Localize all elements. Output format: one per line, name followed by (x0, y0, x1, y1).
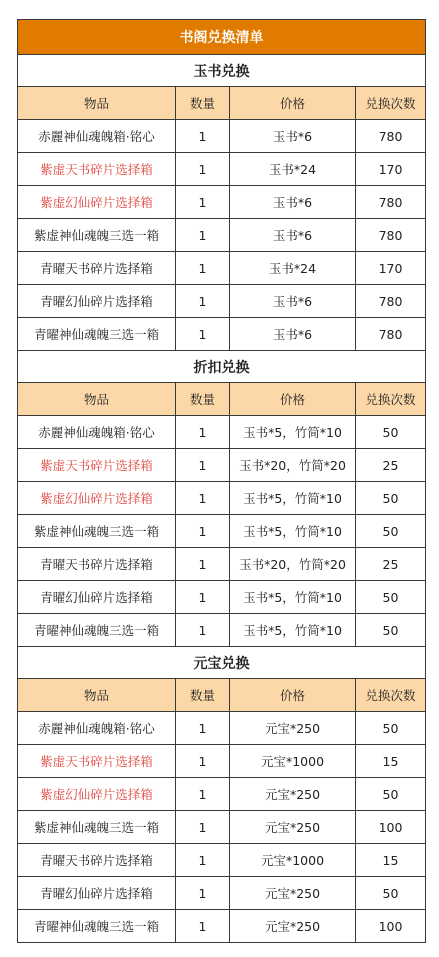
item-name-cell: 紫虚幻仙碎片选择箱 (18, 482, 176, 515)
quantity-cell: 1 (176, 745, 230, 778)
exchange-times-cell: 170 (356, 252, 426, 285)
exchange-times-cell: 170 (356, 153, 426, 186)
table-row (18, 581, 426, 614)
table-row (18, 712, 426, 745)
section-title-row (18, 351, 426, 383)
quantity-cell: 1 (176, 153, 230, 186)
column-header-row (18, 87, 426, 120)
item-name-cell: 紫虚神仙魂魄三选一箱 (18, 515, 176, 548)
price-cell: 玉书*5，竹简*10 (230, 515, 356, 548)
price-cell: 玉书*6 (230, 186, 356, 219)
exchange-times-cell: 780 (356, 186, 426, 219)
quantity-cell: 1 (176, 416, 230, 449)
exchange-times-cell: 15 (356, 745, 426, 778)
item-name-cell: 赤麗神仙魂魄箱·铭心 (18, 712, 176, 745)
quantity-cell: 1 (176, 877, 230, 910)
quantity-cell: 1 (176, 811, 230, 844)
price-cell: 元宝*250 (230, 778, 356, 811)
exchange-times-cell: 50 (356, 581, 426, 614)
table-row (18, 219, 426, 252)
price-cell: 元宝*250 (230, 910, 356, 943)
table-row (18, 153, 426, 186)
quantity-cell: 1 (176, 614, 230, 647)
price-cell: 元宝*1000 (230, 745, 356, 778)
price-cell: 玉书*20，竹简*20 (230, 548, 356, 581)
price-cell: 玉书*20，竹简*20 (230, 449, 356, 482)
exchange-table (17, 19, 426, 943)
section-title: 玉书兑换 (18, 55, 426, 87)
item-name-cell: 青曜天书碎片选择箱 (18, 548, 176, 581)
exchange-times-cell: 50 (356, 877, 426, 910)
exchange-times-cell: 25 (356, 548, 426, 581)
section-title-row (18, 55, 426, 87)
section-title-row (18, 647, 426, 679)
item-name-cell: 青曜幻仙碎片选择箱 (18, 285, 176, 318)
item-name-cell: 青曜天书碎片选择箱 (18, 252, 176, 285)
table-row (18, 778, 426, 811)
price-cell: 玉书*24 (230, 153, 356, 186)
exchange-times-cell: 25 (356, 449, 426, 482)
item-name-cell: 青曜神仙魂魄三选一箱 (18, 614, 176, 647)
quantity-cell: 1 (176, 712, 230, 745)
item-name-cell: 紫虚幻仙碎片选择箱 (18, 186, 176, 219)
exchange-times-cell: 50 (356, 515, 426, 548)
price-cell: 元宝*250 (230, 877, 356, 910)
header-price: 价格 (230, 679, 356, 712)
table-row (18, 186, 426, 219)
price-cell: 玉书*6 (230, 219, 356, 252)
section-title: 元宝兑换 (18, 647, 426, 679)
item-name-cell: 青曜神仙魂魄三选一箱 (18, 910, 176, 943)
header-exchange-times: 兑换次数 (356, 87, 426, 120)
header-item: 物品 (18, 383, 176, 416)
quantity-cell: 1 (176, 219, 230, 252)
price-cell: 玉书*5，竹简*10 (230, 614, 356, 647)
item-name-cell: 紫虚天书碎片选择箱 (18, 745, 176, 778)
exchange-table-body (18, 20, 426, 943)
table-row (18, 318, 426, 351)
table-row (18, 120, 426, 153)
header-item: 物品 (18, 679, 176, 712)
price-cell: 玉书*6 (230, 285, 356, 318)
exchange-times-cell: 50 (356, 778, 426, 811)
quantity-cell: 1 (176, 318, 230, 351)
quantity-cell: 1 (176, 186, 230, 219)
price-cell: 玉书*5，竹简*10 (230, 416, 356, 449)
header-exchange-times: 兑换次数 (356, 383, 426, 416)
quantity-cell: 1 (176, 120, 230, 153)
exchange-times-cell: 780 (356, 120, 426, 153)
exchange-list-sheet (17, 19, 425, 943)
exchange-times-cell: 780 (356, 285, 426, 318)
table-row (18, 614, 426, 647)
item-name-cell: 紫虚神仙魂魄三选一箱 (18, 219, 176, 252)
item-name-cell: 紫虚幻仙碎片选择箱 (18, 778, 176, 811)
item-name-cell: 紫虚天书碎片选择箱 (18, 449, 176, 482)
exchange-times-cell: 780 (356, 318, 426, 351)
price-cell: 元宝*250 (230, 811, 356, 844)
header-item: 物品 (18, 87, 176, 120)
table-row (18, 844, 426, 877)
header-quantity: 数量 (176, 383, 230, 416)
item-name-cell: 紫虚天书碎片选择箱 (18, 153, 176, 186)
item-name-cell: 紫虚神仙魂魄三选一箱 (18, 811, 176, 844)
column-header-row (18, 679, 426, 712)
table-row (18, 515, 426, 548)
price-cell: 玉书*24 (230, 252, 356, 285)
exchange-times-cell: 100 (356, 910, 426, 943)
quantity-cell: 1 (176, 581, 230, 614)
item-name-cell: 赤麗神仙魂魄箱·铭心 (18, 416, 176, 449)
price-cell: 玉书*6 (230, 120, 356, 153)
table-row (18, 252, 426, 285)
item-name-cell: 青曜幻仙碎片选择箱 (18, 877, 176, 910)
title-banner (18, 20, 426, 55)
page-title: 书阁兑换清单 (18, 20, 426, 55)
header-quantity: 数量 (176, 679, 230, 712)
price-cell: 玉书*6 (230, 318, 356, 351)
table-row (18, 482, 426, 515)
quantity-cell: 1 (176, 285, 230, 318)
quantity-cell: 1 (176, 515, 230, 548)
quantity-cell: 1 (176, 778, 230, 811)
exchange-times-cell: 15 (356, 844, 426, 877)
exchange-times-cell: 780 (356, 219, 426, 252)
quantity-cell: 1 (176, 252, 230, 285)
quantity-cell: 1 (176, 910, 230, 943)
exchange-times-cell: 50 (356, 482, 426, 515)
quantity-cell: 1 (176, 482, 230, 515)
table-row (18, 416, 426, 449)
header-price: 价格 (230, 383, 356, 416)
item-name-cell: 青曜幻仙碎片选择箱 (18, 581, 176, 614)
header-price: 价格 (230, 87, 356, 120)
item-name-cell: 青曜天书碎片选择箱 (18, 844, 176, 877)
quantity-cell: 1 (176, 548, 230, 581)
table-row (18, 449, 426, 482)
table-row (18, 285, 426, 318)
price-cell: 元宝*250 (230, 712, 356, 745)
section-title: 折扣兑换 (18, 351, 426, 383)
table-row (18, 910, 426, 943)
item-name-cell: 赤麗神仙魂魄箱·铭心 (18, 120, 176, 153)
exchange-times-cell: 100 (356, 811, 426, 844)
header-exchange-times: 兑换次数 (356, 679, 426, 712)
exchange-times-cell: 50 (356, 614, 426, 647)
exchange-times-cell: 50 (356, 712, 426, 745)
table-row (18, 745, 426, 778)
quantity-cell: 1 (176, 844, 230, 877)
header-quantity: 数量 (176, 87, 230, 120)
table-row (18, 877, 426, 910)
price-cell: 玉书*5，竹简*10 (230, 482, 356, 515)
table-row (18, 811, 426, 844)
item-name-cell: 青曜神仙魂魄三选一箱 (18, 318, 176, 351)
quantity-cell: 1 (176, 449, 230, 482)
column-header-row (18, 383, 426, 416)
price-cell: 元宝*1000 (230, 844, 356, 877)
exchange-times-cell: 50 (356, 416, 426, 449)
table-row (18, 548, 426, 581)
price-cell: 玉书*5，竹简*10 (230, 581, 356, 614)
